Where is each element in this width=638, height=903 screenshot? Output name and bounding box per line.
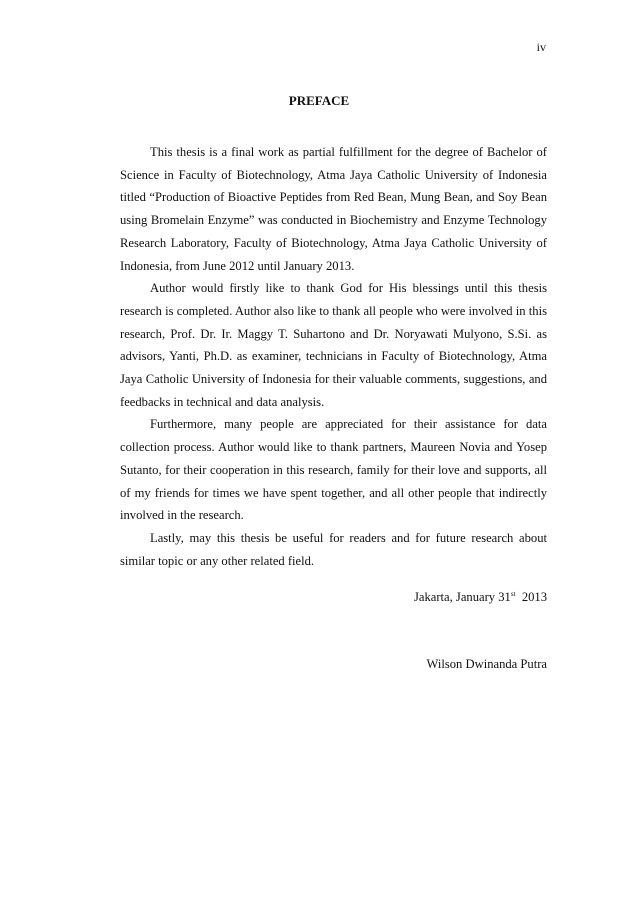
place-date-prefix: Jakarta, January 31 (413, 590, 511, 605)
place-date-year: 2013 (521, 590, 547, 605)
paragraph-intro: This thesis is a final work as partial fulfillment for the degree of Bachelor of Science in Faculty of Biotechnology, Atma Jaya Catholic University of Indonesia titled “Production of Bioactive Peptides from Red Bean, Mung Bean, and Soy Bean using Bromelain Enzyme” was conducted in Biochemistry and Enzyme Technology Research Laboratory, Faculty of Biotechnology, Atma Jaya Catholic University of Indonesia, from June 2012 until January 2013. (120, 145, 547, 273)
place-date (414, 590, 547, 605)
page-number: iv (536, 40, 546, 54)
paragraph-acknowledgements: Author would firstly like to thank God for His blessings until this thesis research is completed. Author also like to thank all people who were involved in this research, Prof. Dr. Ir. Maggy T. Suhartono and Dr. Noryawati Mulyono, S.Si. as advisors, Yanti, Ph.D. as examiner, technicians in Faculty of Biotechnology, Atma Jaya Catholic University of Indonesia for their valuable comments, suggestions, and feedbacks in technical and data analysis. (120, 281, 547, 409)
date-ordinal-suffix: st (510, 590, 516, 598)
paragraph-thanks: Furthermore, many people are appreciated for their assistance for data collection process. Author would like to thank partners, Maureen Novia and Yosep Sutanto, for their cooperation in this research, family for their love and supports, all of my friends for times we have spent together, and all other people that indirectly involved in the research. (120, 417, 547, 523)
page-title: PREFACE (288, 93, 350, 108)
author-name: Wilson Dwinanda Putra (426, 657, 547, 671)
paragraph-closing: Lastly, may this thesis be useful for readers and for future research about similar topic or any other related field. (120, 530, 547, 568)
preface-body (120, 141, 547, 572)
